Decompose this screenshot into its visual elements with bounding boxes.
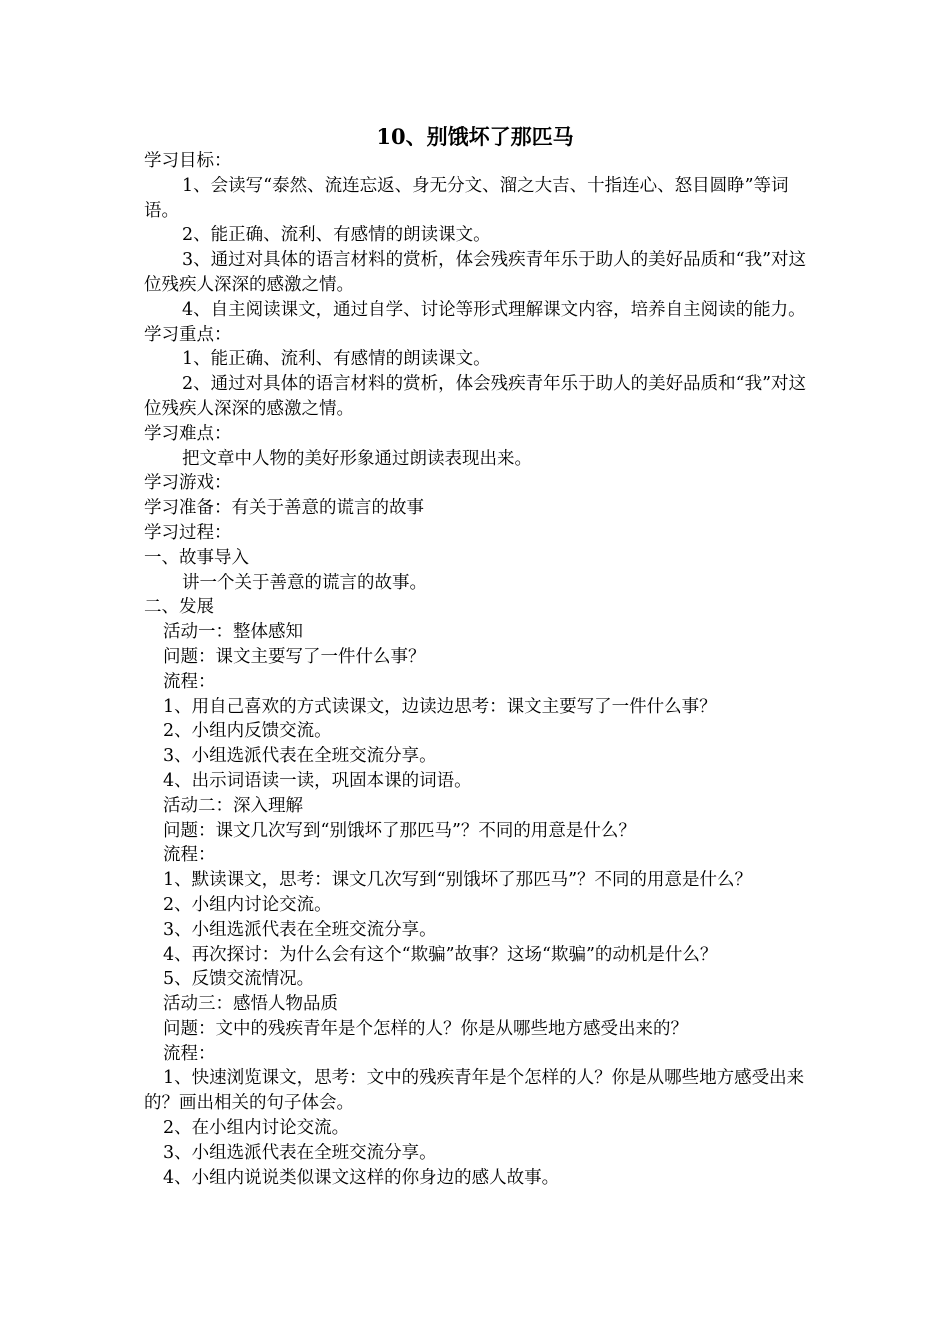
paragraph-line: 把文章中人物的美好形象通过朗读表现出来。 (182, 448, 532, 469)
paragraph-line: 学习目标： (144, 151, 232, 171)
paragraph-line: 学习重点： (144, 324, 232, 345)
page-title: 10、别饿坏了那匹马 (376, 124, 574, 149)
paragraph-line: 活动三：感悟人物品质 (163, 994, 338, 1015)
document-body (144, 149, 808, 1190)
paragraph-line: 3、小组选派代表在全班交流分享。 (163, 746, 437, 767)
paragraph-line: 3、小组选派代表在全班交流分享。 (163, 1142, 437, 1163)
paragraph-line: 4、出示词语读一读，巩固本课的词语。 (163, 770, 472, 791)
paragraph-line: 讲一个关于善意的谎言的故事。 (182, 572, 427, 593)
paragraph-line: 1、会读写“泰然、流连忘返、身无分文、溜之大吉、十指连心、怒目圆睁”等词语。 (144, 175, 789, 221)
paragraph-line: 流程： (163, 845, 216, 866)
paragraph-line: 1、快速浏览课文，思考：文中的残疾青年是个怎样的人？你是从哪些地方感受出来的？画出相关的句子体会。 (144, 1068, 805, 1114)
paragraph-line: 活动一：整体感知 (163, 622, 303, 643)
paragraph-line: 4、自主阅读课文，通过自学、讨论等形式理解课文内容，培养自主阅读的能力。 (182, 299, 806, 320)
paragraph-line: 4、小组内说说类似课文这样的你身边的感人故事。 (163, 1167, 560, 1188)
paragraph-line: 问题：课文主要写了一件什么事？ (163, 646, 426, 667)
paragraph-line: 学习难点： (144, 423, 232, 444)
paragraph-line: 2、小组内讨论交流。 (163, 894, 332, 915)
paragraph-line: 学习准备：有关于善意的谎言的故事 (144, 498, 424, 519)
paragraph-line: 5、反馈交流情况。 (163, 969, 315, 990)
paragraph-line: 流程： (163, 1043, 216, 1064)
paragraph-line: 3、小组选派代表在全班交流分享。 (163, 919, 437, 940)
paragraph-line: 二、发展 (144, 597, 214, 618)
paragraph-line: 一、故事导入 (144, 547, 249, 568)
paragraph-line: 2、能正确、流利、有感情的朗读课文。 (182, 225, 491, 246)
paragraph-line: 问题：文中的残疾青年是个怎样的人？你是从哪些地方感受出来的？ (163, 1018, 688, 1039)
paragraph-line: 学习过程： (144, 522, 232, 543)
paragraph-line: 2、小组内反馈交流。 (163, 721, 332, 742)
paragraph-line: 1、用自己喜欢的方式读课文，边读边思考：课文主要写了一件什么事？ (163, 696, 717, 717)
paragraph-line: 2、通过对具体的语言材料的赏析，体会残疾青年乐于助人的美好品质和“我”对这位残疾人深深的感激之情。 (144, 374, 807, 419)
paragraph-line: 流程： (163, 671, 216, 692)
paragraph-line: 活动二：深入理解 (163, 795, 303, 816)
paragraph-line: 学习游戏： (144, 473, 232, 494)
paragraph-line: 3、通过对具体的语言材料的赏析，体会残疾青年乐于助人的美好品质和“我”对这位残疾人深深的感激之情。 (144, 250, 807, 295)
paragraph-line: 2、在小组内讨论交流。 (163, 1118, 350, 1139)
paragraph-line: 1、能正确、流利、有感情的朗读课文。 (182, 349, 491, 370)
paragraph-line: 1、默读课文，思考：课文几次写到“别饿坏了那匹马”？不同的用意是什么？ (163, 870, 753, 891)
paragraph-line: 问题：课文几次写到“别饿坏了那匹马”？不同的用意是什么？ (163, 820, 636, 841)
paragraph-line: 4、再次探讨：为什么会有这个“欺骗”故事？这场“欺骗”的动机是什么？ (163, 944, 718, 965)
